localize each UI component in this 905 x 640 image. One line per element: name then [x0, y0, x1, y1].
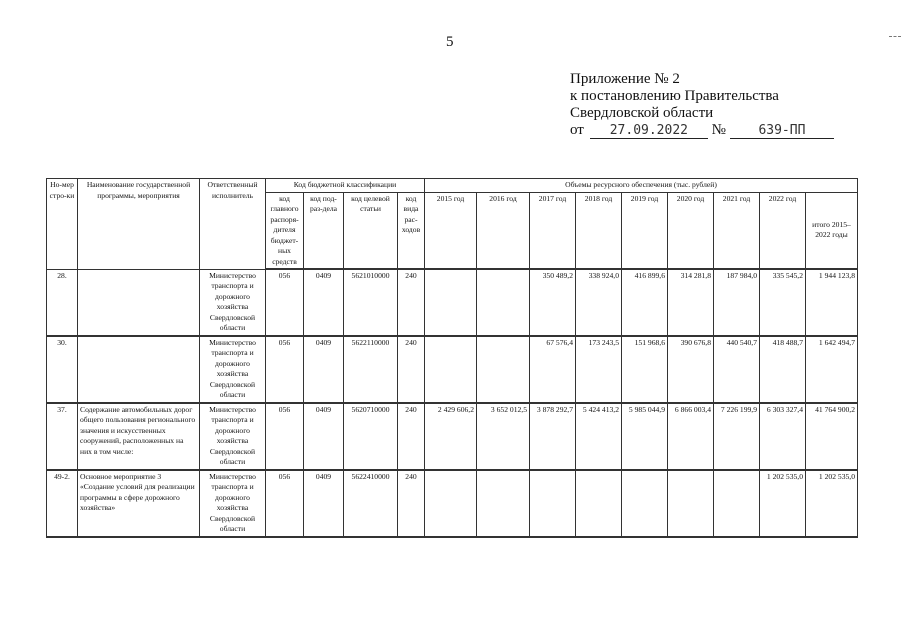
row-value-2019: 416 899,6 [622, 269, 668, 336]
row-value-2017: 350 489,2 [530, 269, 576, 336]
row-total: 1 202 535,0 [806, 470, 858, 537]
budget-table [46, 178, 858, 538]
approval-date-row [570, 122, 834, 139]
row-value-2021: 7 226 199,9 [714, 403, 760, 470]
row-value-2016: 3 652 012,5 [477, 403, 530, 470]
row-name: Основное мероприятие 3 «Создание условий для реализации программы в сфере дорожного хозяйства» [78, 470, 200, 537]
approval-line-1: Приложение № 2 [570, 71, 680, 87]
approval-line-2: к постановлению Правительства [570, 88, 779, 104]
header-row-no: Но-мер стро-ки [47, 179, 78, 270]
row-value-2019: 5 985 044,9 [622, 403, 668, 470]
number-label: № [711, 122, 726, 138]
row-total: 1 642 494,7 [806, 336, 858, 403]
row-no: 49-2. [47, 470, 78, 537]
row-value-2021: 440 540,7 [714, 336, 760, 403]
row-no: 30. [47, 336, 78, 403]
row-value-2021: 187 984,0 [714, 269, 760, 336]
row-value-2015 [425, 336, 477, 403]
row-value-2016 [477, 336, 530, 403]
header-year-2020: 2020 год [668, 192, 714, 269]
row-name [78, 269, 200, 336]
row-code-gr: 056 [266, 269, 304, 336]
header-year-2019: 2019 год [622, 192, 668, 269]
row-value-2017: 67 576,4 [530, 336, 576, 403]
from-label: от [570, 122, 584, 138]
row-value-2015 [425, 269, 477, 336]
row-no: 28. [47, 269, 78, 336]
row-value-2017 [530, 470, 576, 537]
row-no: 37. [47, 403, 78, 470]
row-value-2019 [622, 470, 668, 537]
row-name: Содержание автомобильных дорог общего пользования регионального значения и искусственных сооружений, расположенных на них в том числе: [78, 403, 200, 470]
header-budget-code: Код бюджетной классификации [266, 179, 425, 193]
row-value-2019: 151 968,6 [622, 336, 668, 403]
row-value-2020: 314 281,8 [668, 269, 714, 336]
row-value-2018: 338 924,0 [576, 269, 622, 336]
row-value-2015: 2 429 606,2 [425, 403, 477, 470]
row-code-type: 240 [398, 336, 425, 403]
row-code-type: 240 [398, 470, 425, 537]
row-value-2020: 390 676,8 [668, 336, 714, 403]
header-year-2017: 2017 год [530, 192, 576, 269]
row-code-gr: 056 [266, 470, 304, 537]
table-row [47, 269, 858, 336]
row-value-2015 [425, 470, 477, 537]
row-executor: Министерство транспорта и дорожного хозяйства Свердловской области [200, 470, 266, 537]
row-code-target: 5622110000 [344, 336, 398, 403]
row-executor: Министерство транспорта и дорожного хозяйства Свердловской области [200, 269, 266, 336]
row-code-target: 5621010000 [344, 269, 398, 336]
row-value-2022: 1 202 535,0 [760, 470, 806, 537]
row-value-2016 [477, 470, 530, 537]
row-value-2018: 5 424 413,2 [576, 403, 622, 470]
row-code-section: 0409 [304, 269, 344, 336]
approval-line-3: Свердловской области [570, 105, 714, 121]
approval-number: 639-ПП [730, 124, 834, 139]
row-name [78, 336, 200, 403]
header-code-section: код под-раз-дела [304, 192, 344, 269]
row-value-2020 [668, 470, 714, 537]
approval-date: 27.09.2022 [590, 124, 708, 139]
row-value-2022: 6 303 327,4 [760, 403, 806, 470]
row-code-type: 240 [398, 403, 425, 470]
row-value-2016 [477, 269, 530, 336]
row-total: 41 764 900,2 [806, 403, 858, 470]
header-total: итого 2015–2022 годы [806, 192, 858, 269]
table-row [47, 403, 858, 470]
row-executor: Министерство транспорта и дорожного хозяйства Свердловской области [200, 403, 266, 470]
row-value-2018: 173 243,5 [576, 336, 622, 403]
row-value-2022: 335 545,2 [760, 269, 806, 336]
header-year-2016: 2016 год [477, 192, 530, 269]
row-code-target: 5620710000 [344, 403, 398, 470]
row-code-type: 240 [398, 269, 425, 336]
row-value-2020: 6 866 003,4 [668, 403, 714, 470]
header-year-2015: 2015 год [425, 192, 477, 269]
header-volumes: Объемы ресурсного обеспечения (тыс. рублей) [425, 179, 858, 193]
row-total: 1 944 123,8 [806, 269, 858, 336]
corner-mark [889, 36, 901, 37]
row-code-gr: 056 [266, 403, 304, 470]
header-year-2022: 2022 год [760, 192, 806, 269]
table-row [47, 470, 858, 537]
approval-block [570, 71, 834, 139]
row-executor: Министерство транспорта и дорожного хозяйства Свердловской области [200, 336, 266, 403]
header-executor: Ответственный исполнитель [200, 179, 266, 270]
row-code-target: 5622410000 [344, 470, 398, 537]
row-value-2017: 3 878 292,7 [530, 403, 576, 470]
header-code-type: код вида рас-ходов [398, 192, 425, 269]
row-value-2018 [576, 470, 622, 537]
row-value-2022: 418 488,7 [760, 336, 806, 403]
row-code-section: 0409 [304, 336, 344, 403]
header-year-2018: 2018 год [576, 192, 622, 269]
header-name: Наименование государственной программы, мероприятия [78, 179, 200, 270]
row-code-gr: 056 [266, 336, 304, 403]
header-year-2021: 2021 год [714, 192, 760, 269]
table-row [47, 336, 858, 403]
row-code-section: 0409 [304, 470, 344, 537]
header-code-gr: код главного распоря-дителя бюджет-ных средств [266, 192, 304, 269]
header-code-target: код целевой статьи [344, 192, 398, 269]
row-value-2021 [714, 470, 760, 537]
row-code-section: 0409 [304, 403, 344, 470]
page-number: 5 [446, 34, 454, 50]
